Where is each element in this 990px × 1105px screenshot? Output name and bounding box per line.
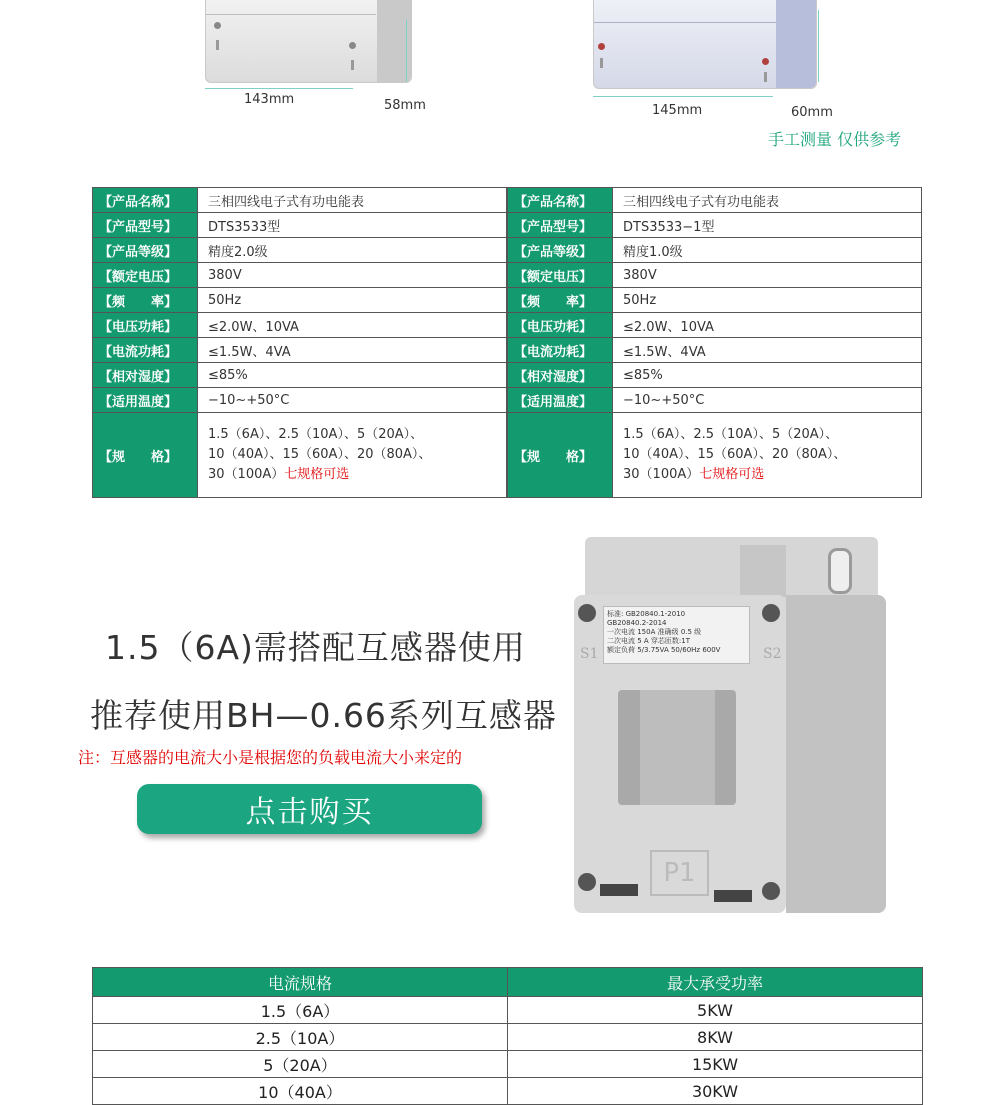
- spec-key: 【相对湿度】: [93, 363, 198, 388]
- table-row: [93, 388, 507, 413]
- spec-value: ≤1.5W、4VA: [198, 338, 507, 363]
- spec-line: 1.5（6A）、2.5（10A）、5（20A）、: [623, 427, 839, 442]
- dimension-line: [593, 96, 773, 97]
- dimension-line: [818, 10, 819, 82]
- table-row: [93, 288, 507, 313]
- table-header-row: [93, 968, 923, 997]
- terminal-s1-label: S1: [580, 646, 599, 662]
- transformer-terminal: [740, 545, 786, 597]
- current-spec-cell: 5（20A）: [93, 1051, 508, 1078]
- spec-key: 【电流功耗】: [508, 338, 613, 363]
- column-header: 电流规格: [93, 968, 508, 997]
- table-row: [508, 288, 922, 313]
- spec-table-right: [507, 187, 922, 498]
- current-spec-cell: 2.5（10A）: [93, 1024, 508, 1051]
- spec-key: 【产品型号】: [93, 213, 198, 238]
- dimension-width-right: 145mm: [652, 103, 703, 118]
- spec-key: 【适用温度】: [508, 388, 613, 413]
- spec-key: 【适用温度】: [93, 388, 198, 413]
- spec-value: 50Hz: [198, 288, 507, 313]
- spec-value: [198, 413, 507, 498]
- spec-value: 50Hz: [613, 288, 922, 313]
- spec-key: 【规 格】: [508, 413, 613, 498]
- table-row: [508, 313, 922, 338]
- bolt-icon: [762, 882, 780, 900]
- terminal-slot: [714, 890, 752, 902]
- spec-highlight: 七规格可选: [284, 467, 350, 482]
- warning-note: 注：互感器的电流大小是根据您的负载电流大小来定的: [78, 748, 463, 767]
- spec-line-text: 30（100A）: [623, 467, 700, 482]
- table-row: [93, 213, 507, 238]
- spec-value: 三相四线电子式有功电能表: [198, 188, 507, 213]
- spec-value: 三相四线电子式有功电能表: [613, 188, 922, 213]
- table-row: [93, 363, 507, 388]
- spec-value: −10~+50°C: [198, 388, 507, 413]
- spec-key: 【频 率】: [508, 288, 613, 313]
- spec-value: −10~+50°C: [613, 388, 922, 413]
- meter-image-dts3533: [205, 0, 412, 83]
- spec-key: 【电压功耗】: [93, 313, 198, 338]
- max-power-cell: 30KW: [508, 1078, 923, 1105]
- spec-value: ≤85%: [198, 363, 507, 388]
- current-spec-cell: 10（40A）: [93, 1078, 508, 1105]
- transformer-side: [786, 595, 886, 913]
- spec-highlight: 七规格可选: [699, 467, 765, 482]
- current-spec-cell: 1.5（6A）: [93, 997, 508, 1024]
- bolt-icon: [578, 604, 596, 622]
- spec-key: 【额定电压】: [93, 263, 198, 288]
- table-row: [508, 188, 922, 213]
- measurement-note: 手工测量 仅供参考: [768, 130, 902, 149]
- bolt-icon: [762, 604, 780, 622]
- nameplate-line: 标准: GB20840.1-2010: [607, 610, 686, 618]
- table-row: [508, 238, 922, 263]
- nameplate: [603, 606, 750, 664]
- spec-line: 10（40A）、15（60A）、20（80A）、: [623, 447, 847, 462]
- table-row: [93, 238, 507, 263]
- table-row: [508, 363, 922, 388]
- table-row: [93, 1024, 923, 1051]
- table-row: [93, 413, 507, 498]
- spec-line: 1.5（6A）、2.5（10A）、5（20A）、: [208, 427, 424, 442]
- spec-key: 【电流功耗】: [93, 338, 198, 363]
- spec-key: 【产品名称】: [508, 188, 613, 213]
- table-row: [508, 388, 922, 413]
- table-row: [93, 1078, 923, 1105]
- spec-line: [208, 465, 496, 485]
- dimension-depth-left: 58mm: [384, 98, 426, 113]
- table-row: [93, 1051, 923, 1078]
- table-row: [508, 263, 922, 288]
- dimension-line: [205, 88, 353, 89]
- spec-key: 【额定电压】: [508, 263, 613, 288]
- max-power-cell: 8KW: [508, 1024, 923, 1051]
- nameplate-line: 二次电流 5 A 穿芯匝数:1T: [607, 637, 691, 645]
- table-row: [93, 188, 507, 213]
- bolt-icon: [578, 873, 596, 891]
- spec-key: 【规 格】: [93, 413, 198, 498]
- spec-key: 【产品型号】: [508, 213, 613, 238]
- table-row: [93, 313, 507, 338]
- spec-value: 精度1.0级: [613, 238, 922, 263]
- meter-image-dts3533-1: [593, 0, 817, 89]
- spec-key: 【产品等级】: [93, 238, 198, 263]
- promo-line-1: 1.5（6A)需搭配互感器使用: [105, 628, 526, 667]
- spec-value: 精度2.0级: [198, 238, 507, 263]
- max-power-cell: 5KW: [508, 997, 923, 1024]
- spec-value: DTS3533型: [198, 213, 507, 238]
- spec-key: 【产品名称】: [93, 188, 198, 213]
- spec-key: 【频 率】: [93, 288, 198, 313]
- spec-table-left: [92, 187, 507, 498]
- spec-value: [613, 413, 922, 498]
- terminal-p1-label: P1: [650, 850, 709, 896]
- spec-value: ≤85%: [613, 363, 922, 388]
- transformer-hole-inner: [640, 690, 715, 805]
- spec-key: 【相对湿度】: [508, 363, 613, 388]
- table-row: [93, 338, 507, 363]
- table-row: [508, 338, 922, 363]
- spec-value: 380V: [198, 263, 507, 288]
- column-header: 最大承受功率: [508, 968, 923, 997]
- dimension-depth-right: 60mm: [791, 105, 833, 120]
- table-row: [93, 997, 923, 1024]
- table-row: [508, 413, 922, 498]
- transformer-busbar-slot: [828, 548, 852, 594]
- table-row: [508, 213, 922, 238]
- dimension-width-left: 143mm: [244, 92, 295, 107]
- terminal-slot: [600, 884, 638, 896]
- spec-value: DTS3533−1型: [613, 213, 922, 238]
- nameplate-line: 一次电流 150A 准确级 0.5 级: [607, 628, 702, 636]
- nameplate-line: GB20840.2-2014: [607, 619, 667, 627]
- spec-line: [623, 465, 911, 485]
- max-power-cell: 15KW: [508, 1051, 923, 1078]
- spec-key: 【产品等级】: [508, 238, 613, 263]
- power-table: [92, 967, 923, 1105]
- spec-value: ≤2.0W、10VA: [613, 313, 922, 338]
- spec-value: 380V: [613, 263, 922, 288]
- promo-line-2: 推荐使用BH—0.66系列互感器: [90, 696, 557, 735]
- spec-key: 【电压功耗】: [508, 313, 613, 338]
- table-row: [93, 263, 507, 288]
- buy-button[interactable]: 点击购买: [137, 784, 482, 834]
- spec-line-text: 30（100A）: [208, 467, 285, 482]
- dimension-line: [406, 20, 407, 82]
- spec-line: 10（40A）、15（60A）、20（80A）、: [208, 447, 432, 462]
- nameplate-line: 额定负荷 5/3.75VA 50/60Hz 600V: [607, 646, 721, 654]
- spec-value: ≤2.0W、10VA: [198, 313, 507, 338]
- terminal-s2-label: S2: [763, 646, 782, 662]
- spec-value: ≤1.5W、4VA: [613, 338, 922, 363]
